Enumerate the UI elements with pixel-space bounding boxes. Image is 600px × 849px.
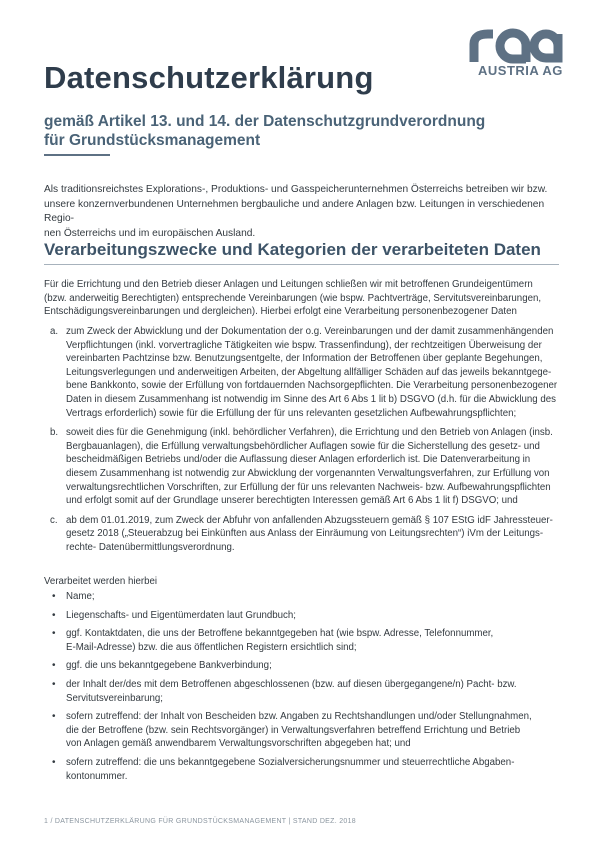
processed-label: Verarbeitet werden hierbei (44, 576, 158, 587)
purpose-list (50, 325, 559, 561)
item-line: und erfolgt somit auf der Grundlage unserer berechtigten Interessen gemäß Art 6 Abs 1 lit f) DSGVO; und (66, 495, 518, 507)
bullet-line: kontonummer. (66, 770, 128, 782)
logo-caption: AUSTRIA AG (478, 63, 563, 78)
bullet-icon: • (52, 660, 56, 672)
bullet-item (50, 710, 559, 751)
bullet-line: Liegenschafts- und Eigentümerdaten laut Grundbuch; (66, 609, 296, 621)
paragraph-line: Entschädigungsvereinbarungen und dergleichen). Hierbei erfolgt eine Verarbeitung personenbezogener Daten (44, 306, 517, 318)
bullet-item (50, 756, 559, 783)
item-line: soweit dies für die Genehmigung (inkl. behördlicher Verfahren), die Errichtung und den Betrieb von Anlagen (insb. (66, 427, 553, 439)
bullet-icon: • (52, 628, 56, 640)
item-line: Verpflichtungen (inkl. vorvertragliche Tätigkeiten wie bspw. Trassenfindung), der rechtzeitigen Überweisung der (66, 339, 542, 351)
item-line: vereinbarten Pachtzinse bzw. Benutzungsentgelte, der Information der Betroffenen über geplante Begehungen, (66, 353, 543, 365)
purpose-item (50, 514, 559, 555)
item-line: gesetz 2018 („Steuerabzug bei Einkünften aus Anlass der Einräumung von Leitungsrechten“) iVm der Leitungs- (66, 528, 544, 540)
bullet-line: sofern zutreffend: der Inhalt von Bescheiden bzw. Angaben zu Rechtshandlungen und/oder Stellungnahmen, (66, 711, 532, 723)
item-line: bene Bankkonto, sowie der Erfüllung von fortdauernden Nachsorgepflichten. Die Verarbeitung personenbezogener (66, 380, 558, 392)
title-divider (44, 154, 110, 156)
bullet-line: sofern zutreffend: die uns bekanntgegebene Sozialversicherungsnummer und steuerrechtliche Abgaben- (66, 756, 515, 768)
bullet-item (50, 659, 559, 673)
bullet-line: von Anlagen gemäß anwendbarem Verwaltungsvorschriften abgegeben hat; und (66, 738, 411, 750)
item-line: Daten in diesem Zusammenhang ist notwendig im Sinne des Art 6 Abs 1 lit b) DSGVO (d.h. für die Abwicklung des (66, 393, 557, 405)
list-marker: b. (50, 427, 59, 439)
subtitle-line: gemäß Artikel 13. und 14. der Datenschutzgrundverordnung (44, 113, 486, 130)
bullet-line: Name; (66, 591, 95, 602)
list-marker: c. (50, 514, 58, 526)
bullet-icon: • (52, 609, 56, 621)
intro-line: unsere konzernverbundenen Unternehmen bergbauliche und andere Anlagen bzw. Leitungen in verschiedenen Regio- (44, 198, 545, 224)
list-marker: a. (50, 326, 59, 337)
item-line: bescheidmäßigen Betriebs und/oder die Auflassung dieser Anlagen erforderlich ist. Die Datenverarbeitung in (66, 454, 531, 466)
bullet-line: E-Mail-Adresse) bzw. die aus öffentlichen Registern ersichtlich sind; (66, 641, 357, 653)
purpose-item (50, 325, 559, 420)
section-heading: Verarbeitungszwecke und Kategorien der verarbeiteten Daten (44, 240, 541, 259)
bullet-item (50, 627, 559, 654)
bullet-line: ggf. die uns bekanntgegebene Bankverbindung; (66, 660, 272, 672)
item-line: verwaltungsrechtlichen Vorschriften, zur Erfüllung der für uns relevanten Nachweis- bzw. Aufbewahrungspflichten (66, 481, 551, 493)
section-paragraph (44, 278, 559, 319)
bullet-icon: • (52, 711, 56, 723)
paragraph-line: (bzw. anderweitig Berechtigten) entsprechende Vereinbarungen (wie bspw. Pachtverträge, Servitutsvereinbarungen, (44, 292, 542, 304)
item-line: zum Zweck der Abwicklung und der Dokumentation der o.g. Vereinbarungen und der damit zusammenhängenden (66, 326, 554, 337)
bullet-line: ggf. Kontaktdaten, die uns der Betroffene bekanntgegeben hat (wie bspw. Adresse, Telefonnummer, (66, 628, 494, 640)
logo-letter-g (534, 34, 558, 62)
page-footer: 1 / DATENSCHUTZERKLÄRUNG FÜR GRUNDSTÜCKSMANAGEMENT | STAND DEZ. 2018 (44, 818, 356, 825)
intro-line: nen Österreichs und im europäischen Ausland. (44, 227, 256, 239)
page-subtitle (44, 112, 514, 150)
bullet-item (50, 678, 559, 705)
bullet-icon: • (52, 756, 56, 768)
item-line: diesem Zusammenhang ist notwendig zur Abwicklung der vorgenannten Verwaltungsverfahren, zur Erfüllung von (66, 467, 550, 479)
paragraph-line: Für die Errichtung und den Betrieb dieser Anlagen und Leitungen schließen wir mit betroffenen Grundeigentümern (44, 279, 533, 290)
logo-letter-a (500, 33, 526, 62)
item-line: Bergbauanlagen), die Erfüllung verwaltungsbehördlicher Auflagen sowie für die Sicherstellung des gesetz- und (66, 440, 540, 452)
data-category-list (50, 590, 559, 788)
bullet-icon: • (52, 591, 56, 602)
item-line: ab dem 01.01.2019, zum Zweck der Abfuhr von anfallenden Abzugssteuern gemäß § 107 EStG idF Jahressteuer- (66, 514, 553, 526)
bullet-line: der Inhalt der/des mit dem Betroffenen abgeschlossenen (bzw. auf diesen übergegangene/n) Pacht- bzw. (66, 678, 517, 690)
page-title: Datenschutzerklärung (44, 60, 374, 95)
logo-letter-r (474, 34, 493, 62)
bullet-line: die der Betroffene (bzw. sein Rechtsvorgänger) in Verwaltungsverfahren betreffend Errichtung und Betrieb (66, 724, 521, 736)
intro-paragraph (44, 183, 559, 241)
bullet-icon: • (52, 678, 56, 690)
intro-line: Als traditionsreichstes Explorations-, Produktions- und Gasspeicherunternehmen Österreichs betreiben wir bzw. (44, 184, 548, 195)
item-line: rechte- Datenübermittlungsverordnung. (66, 541, 235, 553)
item-line: Vertrags erforderlich) sowie für die Erfüllung der für uns relevanten gesetzlichen Aufbewahrungspflichten; (66, 407, 517, 419)
bullet-item (50, 590, 559, 604)
purpose-item (50, 426, 559, 508)
subtitle-line: für Grundstücksmanagement (44, 132, 261, 149)
item-line: Leitungsverlegungen und anderweitigen Arbeiten, der Abgeltung allfälliger Schäden auf das jeweils bekanntgege- (66, 366, 552, 378)
bullet-line: Servitutsvereinbarung; (66, 692, 163, 704)
bullet-item (50, 609, 559, 623)
section-divider (44, 264, 559, 265)
